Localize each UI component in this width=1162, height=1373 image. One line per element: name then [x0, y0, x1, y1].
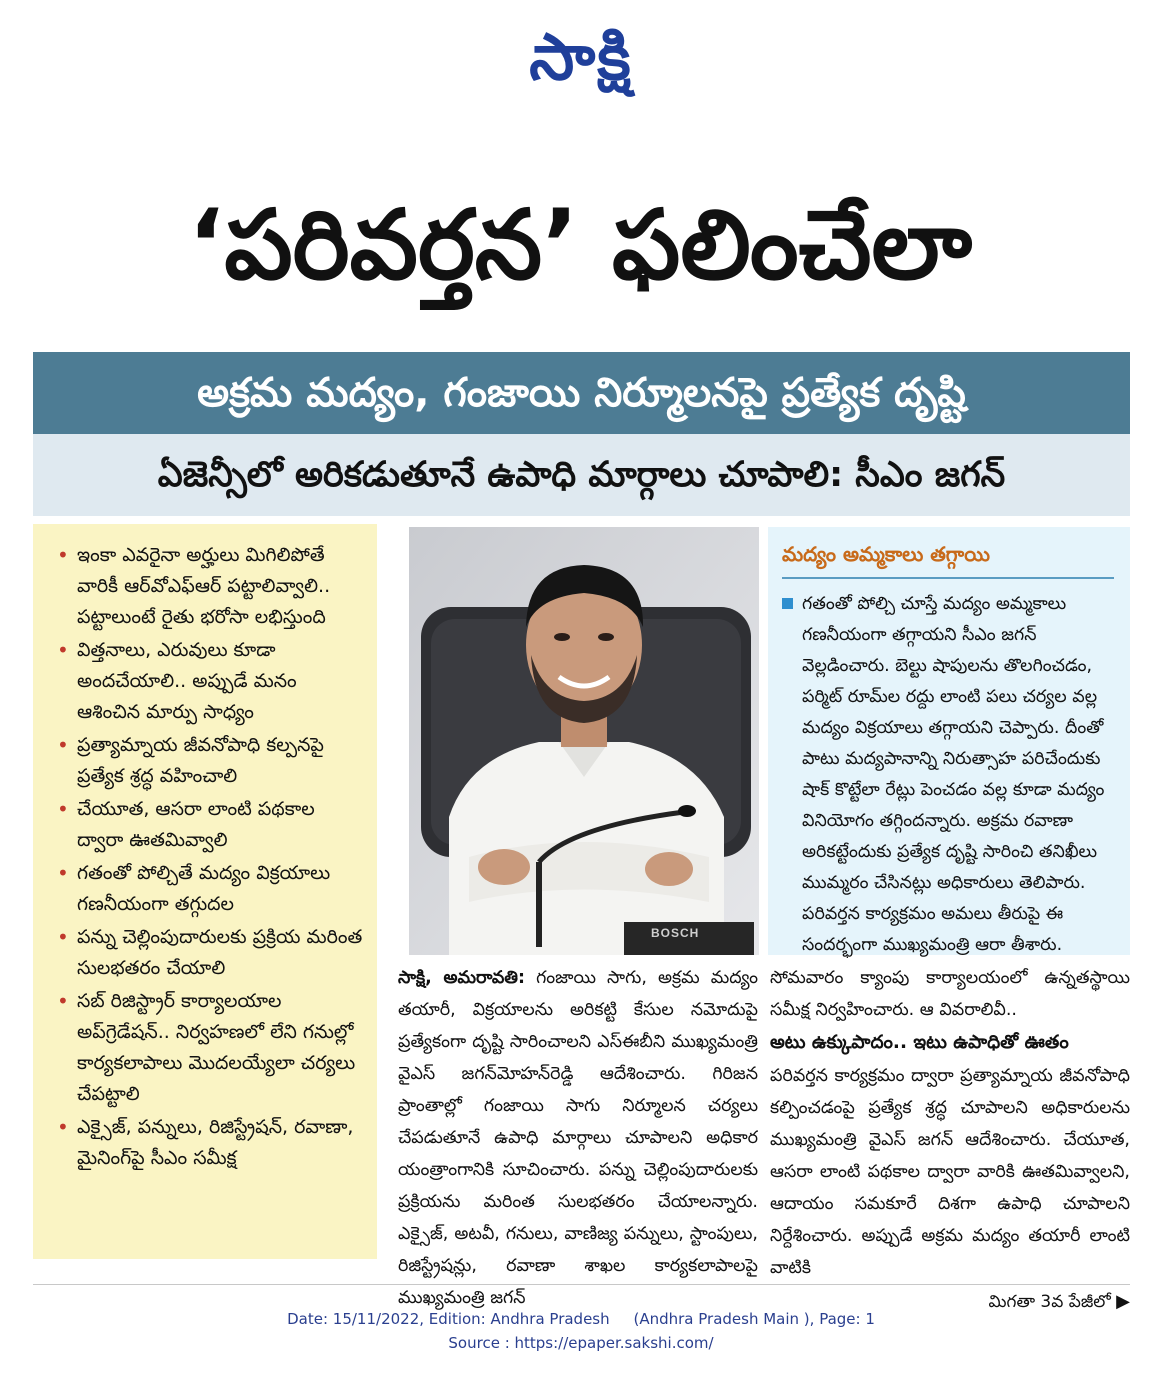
- bullet-icon: •: [57, 1115, 69, 1139]
- continued-note: మిగతా 3వ పేజీలో ▶: [988, 1291, 1130, 1312]
- bullet-icon: •: [57, 925, 69, 949]
- footer-divider: [33, 1284, 1130, 1285]
- sidebar-body: గతంతో పోల్చి చూస్తే మద్యం అమ్మకాలు గణనీయంగా తగ్గాయని సీఎం జగన్ వెల్లడించారు. బెల్టు షాపులను తొలగించడం, పర్మిట్ రూమ్‌ల రద్దు లాంటి పలు చర్యల వల్ల మద్యం విక్రయాలు తగ్గాయని చెప్పారు. దీంతో పాటు మద్యపానాన్ని నిరుత్సాహ పరిచేందుకు షాక్ కొట్టేలా రేట్లు పెంచడం వల్ల కూడా మద్యం వినియోగం తగ్గిందన్నారు. అక్రమ రవాణా అరికట్టేందుకు ప్రత్యేక దృష్టి సారించి తనిఖీలు ముమ్మరం చేసినట్లు అధికారులు తెలిపారు. పరివర్తన కార్యక్రమం అమలు తీరుపై ఈ సందర్భంగా ముఖ్యమంత్రి ఆరా తీశారు.: [782, 589, 1114, 961]
- highlight-item: • ఎక్సైజ్, పన్నులు, రిజిస్ట్రేషన్, రవాణా, మైనింగ్‌పై సీఎం సమీక్ష: [55, 1112, 363, 1174]
- cm-photo: [409, 527, 759, 955]
- masthead: [0, 14, 1162, 104]
- subheadline-primary: అక్రమ మద్యం, గంజాయి నిర్మూలనపై ప్రత్యేక దృష్టి: [33, 352, 1130, 434]
- cm-photo-illustration: [409, 527, 759, 955]
- bullet-icon: •: [57, 733, 69, 757]
- bullet-icon: •: [57, 543, 69, 567]
- footer-edition-info: Date: 15/11/2022, Edition: Andhra Pradesh (Andhra Pradesh Main ), Page: 1: [287, 1310, 875, 1328]
- footer-source: Source : https://epaper.sakshi.com/: [448, 1334, 714, 1352]
- highlight-item: • పన్ను చెల్లింపుదారులకు ప్రక్రియ మరింత సులభతరం చేయాలి: [55, 922, 363, 984]
- article-paragraph: పరివర్తన కార్యక్రమం ద్వారా ప్రత్యామ్నాయ జీవనోపాధి కల్పించడంపై ప్రత్యేక శ్రద్ధ చూపాలని అధికారులను ముఖ్యమంత్రి వైఎస్ జగన్ ఆదేశించారు. చేయూత, ఆసరా లాంటి పథకాల ద్వారా వారికి ఊతమివ్వాలని, ఆదాయం సమకూరే దిశగా ఉపాధి చూపాలని నిర్దేశించారు. అప్పుడే అక్రమ మద్యం తయారీ లాంటి వాటికి: [770, 1066, 1130, 1278]
- bullet-icon: •: [57, 797, 69, 821]
- article-column-1: [398, 962, 758, 1314]
- triangle-right-icon: ▶: [1116, 1291, 1130, 1312]
- article-paragraph: గంజాయి సాగు, అక్రమ మద్యం తయారీ, విక్రయాలను అరికట్టి కేసుల నమోదుపై ప్రత్యేకంగా దృష్టి సారించాలని ఎస్‌ఈబీని ముఖ్యమంత్రి వైఎస్ జగన్‌మోహన్‌రెడ్డి ఆదేశించారు. గిరిజన ప్రాంతాల్లో గంజాయి సాగు నిర్మూలన చర్యలు చేపడుతూనే ఉపాధి మార్గాలు చూపాలని అధికార యంత్రాంగానికి సూచించారు. పన్ను చెల్లింపుదారులకు ప్రక్రియను మరింత సులభతరం చేయాలన్నారు. ఎక్సైజ్, అటవీ, గనులు, వాణిజ్య పన్నులు, స్టాంపులు, రిజిస్ట్రేషన్లు, రవాణా శాఖల కార్యకలాపాలపై ముఖ్యమంత్రి జగన్: [398, 968, 758, 1308]
- square-bullet-icon: [782, 598, 793, 609]
- highlight-item: • ప్రత్యామ్నాయ జీవనోపాధి కల్పనపై ప్రత్యేక శ్రద్ధ వహించాలి: [55, 730, 363, 792]
- highlights-box: [33, 524, 377, 1259]
- highlight-item: • ఇంకా ఎవరైనా అర్హులు మిగిలిపోతే వారికీ ఆర్‌వోఎఫ్‌ఆర్ పట్టాలివ్వాలి.. పట్టాలుంటే రైతు భరోసా లభిస్తుంది: [55, 540, 363, 633]
- dateline: సాక్షి, అమరావతి:: [398, 968, 525, 988]
- highlight-item: • విత్తనాలు, ఎరువులు కూడా అందచేయాలి.. అప్పుడే మనం ఆశించిన మార్పు సాధ్యం: [55, 635, 363, 728]
- article-paragraph: సోమవారం క్యాంపు కార్యాలయంలో ఉన్నతస్థాయి సమీక్ష నిర్వహించారు. ఆ వివరాలివీ..: [770, 968, 1130, 1020]
- sakshi-logo: సాక్షి: [529, 21, 633, 95]
- mic-brand-label: BOSCH: [651, 926, 700, 940]
- highlight-item: • సబ్ రిజిస్ట్రార్ కార్యాలయాల అప్‌గ్రెడేషన్.. నిర్వహణలో లేని గనుల్లో కార్యకలాపాలు మొదలయ్యేలా చర్యలు చేపట్టాలి: [55, 986, 363, 1110]
- highlight-item: • చేయూత, ఆసరా లాంటి పథకాల ద్వారా ఊతమివ్వాలి: [55, 794, 363, 856]
- bullet-icon: •: [57, 638, 69, 662]
- bullet-icon: •: [57, 989, 69, 1013]
- sidebar-title: మద్యం అమ్మకాలు తగ్గాయి: [782, 542, 990, 566]
- article-column-2: [770, 962, 1130, 1318]
- sidebar-liquor-sales: [768, 527, 1130, 955]
- article-subheading: అటు ఉక్కుపాదం.. ఇటు ఉపాధితో ఊతం: [770, 1032, 1069, 1053]
- main-headline: ‘పరివర్తన’ ఫలించేలా: [187, 189, 973, 301]
- subheadline-secondary: ఏజెన్సీలో అరికడుతూనే ఉపాధి మార్గాలు చూపాలి: సీఎం జగన్: [33, 434, 1130, 516]
- bullet-icon: •: [57, 861, 69, 885]
- sidebar-divider: [782, 577, 1114, 579]
- highlight-item: • గతంతో పోల్చితే మద్యం విక్రయాలు గణనీయంగా తగ్గుదల: [55, 858, 363, 920]
